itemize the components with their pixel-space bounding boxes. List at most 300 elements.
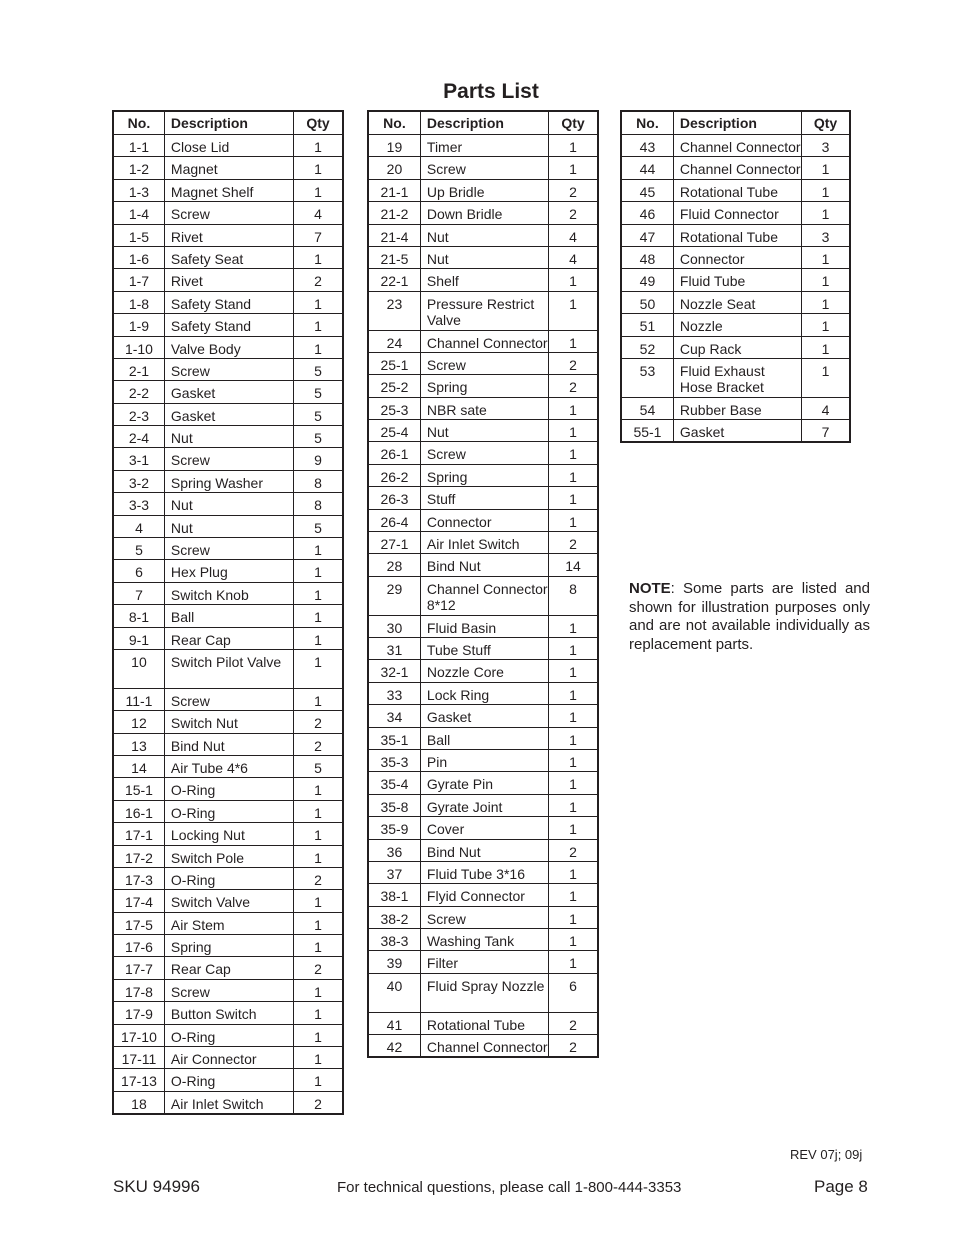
part-number-cell: 50 xyxy=(621,291,673,313)
part-qty-cell: 2 xyxy=(548,1035,598,1057)
table-row xyxy=(113,381,343,403)
part-number-cell: 1-3 xyxy=(113,179,164,201)
table-row xyxy=(113,202,343,224)
table-row xyxy=(113,823,343,845)
part-description-cell: Air Inlet Switch xyxy=(164,1091,293,1113)
part-qty-cell: 1 xyxy=(801,179,850,201)
part-description-cell: Screw xyxy=(420,906,548,928)
part-description-cell: Screw xyxy=(164,448,293,470)
part-number-cell: 41 xyxy=(368,1012,420,1034)
part-qty-cell: 5 xyxy=(293,755,343,777)
part-number-cell: 13 xyxy=(113,733,164,755)
table-row xyxy=(368,772,598,794)
table-row xyxy=(113,179,343,201)
part-qty-cell: 1 xyxy=(801,291,850,313)
table-row xyxy=(368,973,598,1012)
table-row xyxy=(368,576,598,615)
part-qty-cell: 1 xyxy=(548,442,598,464)
part-description-cell: Screw xyxy=(164,538,293,560)
part-description-cell: Lock Ring xyxy=(420,682,548,704)
part-qty-cell: 1 xyxy=(293,979,343,1001)
part-description-cell: Channel Connector xyxy=(420,1035,548,1057)
part-qty-cell: 1 xyxy=(548,487,598,509)
table-row xyxy=(368,487,598,509)
part-qty-cell: 1 xyxy=(293,778,343,800)
part-description-cell: Timer xyxy=(420,135,548,157)
part-qty-cell: 1 xyxy=(548,291,598,330)
part-qty-cell: 1 xyxy=(548,420,598,442)
part-number-cell: 47 xyxy=(621,224,673,246)
part-description-cell: Rear Cap xyxy=(164,627,293,649)
part-description-cell: Channel Connector xyxy=(673,135,801,157)
table-row xyxy=(621,202,850,224)
part-number-cell: 45 xyxy=(621,179,673,201)
table-row xyxy=(368,269,598,291)
part-description-cell: Connector xyxy=(420,509,548,531)
part-qty-cell: 1 xyxy=(548,817,598,839)
part-number-cell: 54 xyxy=(621,397,673,419)
part-description-cell: Screw xyxy=(164,688,293,710)
header-no: No. xyxy=(113,111,164,135)
part-description-cell: Safety Stand xyxy=(164,314,293,336)
table-row xyxy=(621,358,850,397)
part-description-cell: Fluid Tube xyxy=(673,269,801,291)
part-qty-cell: 1 xyxy=(548,615,598,637)
part-description-cell: Channel Connector xyxy=(420,330,548,352)
part-description-cell: Fluid Spray Nozzle xyxy=(420,973,548,1012)
part-description-cell: Valve Body xyxy=(164,336,293,358)
part-number-cell: 11-1 xyxy=(113,688,164,710)
part-number-cell: 35-8 xyxy=(368,794,420,816)
part-number-cell: 25-2 xyxy=(368,375,420,397)
part-description-cell: Magnet xyxy=(164,157,293,179)
part-qty-cell: 1 xyxy=(548,135,598,157)
part-qty-cell: 1 xyxy=(548,660,598,682)
part-description-cell: Safety Stand xyxy=(164,291,293,313)
part-number-cell: 42 xyxy=(368,1035,420,1057)
table-row xyxy=(368,727,598,749)
table-row xyxy=(368,157,598,179)
part-number-cell: 26-2 xyxy=(368,464,420,486)
table-row xyxy=(368,682,598,704)
table-row xyxy=(113,867,343,889)
table-row xyxy=(113,605,343,627)
table-row xyxy=(113,291,343,313)
part-description-cell: Air Connector xyxy=(164,1047,293,1069)
part-description-cell: Channel Connector 8*12 xyxy=(420,576,548,615)
table-row xyxy=(621,269,850,291)
part-description-cell: Rotational Tube xyxy=(420,1012,548,1034)
part-description-cell: O-Ring xyxy=(164,800,293,822)
part-qty-cell: 1 xyxy=(548,638,598,660)
part-number-cell: 17-11 xyxy=(113,1047,164,1069)
part-qty-cell: 1 xyxy=(548,464,598,486)
part-number-cell: 34 xyxy=(368,705,420,727)
table-row xyxy=(113,314,343,336)
table-row xyxy=(113,800,343,822)
part-description-cell: Gasket xyxy=(420,705,548,727)
table-row xyxy=(113,627,343,649)
table-row xyxy=(113,957,343,979)
table-row xyxy=(368,660,598,682)
part-description-cell: Ball xyxy=(164,605,293,627)
part-number-cell: 17-13 xyxy=(113,1069,164,1091)
part-number-cell: 17-3 xyxy=(113,867,164,889)
part-description-cell: Screw xyxy=(164,358,293,380)
part-qty-cell: 4 xyxy=(293,202,343,224)
part-description-cell: Screw xyxy=(164,202,293,224)
part-qty-cell: 1 xyxy=(293,157,343,179)
part-qty-cell: 1 xyxy=(293,246,343,268)
part-description-cell: Fluid Tube 3*16 xyxy=(420,861,548,883)
part-number-cell: 36 xyxy=(368,839,420,861)
table-row xyxy=(368,135,598,157)
part-qty-cell: 1 xyxy=(548,794,598,816)
part-number-cell: 3-1 xyxy=(113,448,164,470)
table-row xyxy=(621,397,850,419)
table-row xyxy=(368,509,598,531)
table-row xyxy=(113,157,343,179)
part-number-cell: 51 xyxy=(621,314,673,336)
part-description-cell: Pin xyxy=(420,749,548,771)
part-qty-cell: 1 xyxy=(293,1002,343,1024)
part-qty-cell: 1 xyxy=(293,935,343,957)
part-number-cell: 1-10 xyxy=(113,336,164,358)
table-row xyxy=(368,794,598,816)
part-description-cell: Air Tube 4*6 xyxy=(164,755,293,777)
part-qty-cell: 1 xyxy=(548,269,598,291)
part-description-cell: Up Bridle xyxy=(420,179,548,201)
part-description-cell: NBR sate xyxy=(420,397,548,419)
part-description-cell: Filter xyxy=(420,951,548,973)
part-number-cell: 8-1 xyxy=(113,605,164,627)
part-qty-cell: 7 xyxy=(801,420,850,442)
table-row xyxy=(368,817,598,839)
part-number-cell: 48 xyxy=(621,246,673,268)
part-qty-cell: 1 xyxy=(293,179,343,201)
part-qty-cell: 8 xyxy=(293,493,343,515)
part-number-cell: 52 xyxy=(621,336,673,358)
header-description: Description xyxy=(673,111,801,135)
part-qty-cell: 1 xyxy=(293,1047,343,1069)
part-qty-cell: 1 xyxy=(293,627,343,649)
table-row xyxy=(113,582,343,604)
part-number-cell: 21-1 xyxy=(368,179,420,201)
part-description-cell: Screw xyxy=(420,442,548,464)
header-qty: Qty xyxy=(801,111,850,135)
part-description-cell: Nut xyxy=(420,246,548,268)
part-number-cell: 1-8 xyxy=(113,291,164,313)
table-row xyxy=(621,224,850,246)
technical-support-text: For technical questions, please call 1-800-444-3353 xyxy=(337,1179,682,1196)
part-description-cell: O-Ring xyxy=(164,1069,293,1091)
part-qty-cell: 1 xyxy=(548,330,598,352)
part-qty-cell: 2 xyxy=(293,711,343,733)
table-row xyxy=(621,135,850,157)
table-row xyxy=(368,442,598,464)
part-description-cell: Rotational Tube xyxy=(673,224,801,246)
part-number-cell: 31 xyxy=(368,638,420,660)
part-qty-cell: 2 xyxy=(548,532,598,554)
part-number-cell: 17-7 xyxy=(113,957,164,979)
table-row xyxy=(368,929,598,951)
parts-table-2 xyxy=(367,110,599,1058)
part-description-cell: Nut xyxy=(164,515,293,537)
part-number-cell: 43 xyxy=(621,135,673,157)
part-description-cell: Nozzle Seat xyxy=(673,291,801,313)
page-title: Parts List xyxy=(443,80,539,103)
part-number-cell: 12 xyxy=(113,711,164,733)
part-description-cell: Magnet Shelf xyxy=(164,179,293,201)
part-qty-cell: 1 xyxy=(293,336,343,358)
part-number-cell: 15-1 xyxy=(113,778,164,800)
part-qty-cell: 1 xyxy=(548,397,598,419)
part-number-cell: 20 xyxy=(368,157,420,179)
part-description-cell: Air Stem xyxy=(164,912,293,934)
part-description-cell: Pressure Restrict Valve xyxy=(420,291,548,330)
table-row xyxy=(368,951,598,973)
part-qty-cell: 3 xyxy=(801,135,850,157)
part-number-cell: 46 xyxy=(621,202,673,224)
table-row xyxy=(368,554,598,576)
part-description-cell: Gasket xyxy=(164,381,293,403)
table-row xyxy=(113,1069,343,1091)
part-qty-cell: 1 xyxy=(293,890,343,912)
part-number-cell: 32-1 xyxy=(368,660,420,682)
part-description-cell: O-Ring xyxy=(164,867,293,889)
part-number-cell: 1-4 xyxy=(113,202,164,224)
part-number-cell: 39 xyxy=(368,951,420,973)
part-description-cell: Bind Nut xyxy=(420,839,548,861)
table-row xyxy=(368,705,598,727)
table-row xyxy=(113,246,343,268)
part-number-cell: 3-2 xyxy=(113,470,164,492)
table-row xyxy=(113,1091,343,1113)
part-qty-cell: 6 xyxy=(548,973,598,1012)
table-row xyxy=(113,649,343,688)
table-row xyxy=(113,1002,343,1024)
part-description-cell: Spring xyxy=(164,935,293,957)
part-description-cell: Close Lid xyxy=(164,135,293,157)
part-number-cell: 10 xyxy=(113,649,164,688)
part-qty-cell: 1 xyxy=(293,291,343,313)
table-row xyxy=(368,464,598,486)
part-qty-cell: 1 xyxy=(801,157,850,179)
part-description-cell: Cup Rack xyxy=(673,336,801,358)
part-description-cell: Nozzle xyxy=(673,314,801,336)
part-qty-cell: 1 xyxy=(293,800,343,822)
table-row xyxy=(113,912,343,934)
part-number-cell: 4 xyxy=(113,515,164,537)
part-qty-cell: 1 xyxy=(293,1069,343,1091)
table-row xyxy=(368,1012,598,1034)
part-number-cell: 21-5 xyxy=(368,246,420,268)
part-qty-cell: 1 xyxy=(548,929,598,951)
part-number-cell: 23 xyxy=(368,291,420,330)
part-qty-cell: 1 xyxy=(293,605,343,627)
table-row xyxy=(113,1024,343,1046)
part-qty-cell: 8 xyxy=(293,470,343,492)
table-row xyxy=(113,711,343,733)
table-row xyxy=(621,314,850,336)
part-qty-cell: 1 xyxy=(801,202,850,224)
header-no: No. xyxy=(621,111,673,135)
part-description-cell: Nut xyxy=(420,420,548,442)
part-qty-cell: 1 xyxy=(293,688,343,710)
part-number-cell: 33 xyxy=(368,682,420,704)
part-description-cell: Flyid Connector xyxy=(420,884,548,906)
header-qty: Qty xyxy=(548,111,598,135)
part-qty-cell: 2 xyxy=(548,202,598,224)
part-qty-cell: 5 xyxy=(293,358,343,380)
part-qty-cell: 1 xyxy=(548,727,598,749)
table-row xyxy=(621,336,850,358)
part-description-cell: Ball xyxy=(420,727,548,749)
part-number-cell: 27-1 xyxy=(368,532,420,554)
part-qty-cell: 2 xyxy=(548,179,598,201)
part-number-cell: 30 xyxy=(368,615,420,637)
note-label: NOTE xyxy=(629,580,671,597)
part-number-cell: 17-6 xyxy=(113,935,164,957)
part-description-cell: Switch Knob xyxy=(164,582,293,604)
part-number-cell: 35-1 xyxy=(368,727,420,749)
part-description-cell: Rotational Tube xyxy=(673,179,801,201)
table-row xyxy=(113,560,343,582)
part-number-cell: 38-3 xyxy=(368,929,420,951)
part-qty-cell: 5 xyxy=(293,381,343,403)
table-row xyxy=(368,179,598,201)
part-description-cell: Fluid Exhaust Hose Bracket xyxy=(673,358,801,397)
part-qty-cell: 2 xyxy=(548,375,598,397)
part-description-cell: Switch Nut xyxy=(164,711,293,733)
parts-table-1 xyxy=(112,110,344,1115)
part-number-cell: 19 xyxy=(368,135,420,157)
part-number-cell: 25-3 xyxy=(368,397,420,419)
part-number-cell: 17-10 xyxy=(113,1024,164,1046)
part-number-cell: 2-4 xyxy=(113,426,164,448)
part-description-cell: Rear Cap xyxy=(164,957,293,979)
table-row xyxy=(113,448,343,470)
part-number-cell: 18 xyxy=(113,1091,164,1113)
part-number-cell: 35-3 xyxy=(368,749,420,771)
part-number-cell: 14 xyxy=(113,755,164,777)
part-qty-cell: 2 xyxy=(548,839,598,861)
part-qty-cell: 1 xyxy=(548,951,598,973)
part-description-cell: Nut xyxy=(164,426,293,448)
part-qty-cell: 8 xyxy=(548,576,598,615)
table-row xyxy=(113,935,343,957)
part-number-cell: 55-1 xyxy=(621,420,673,442)
part-qty-cell: 1 xyxy=(548,749,598,771)
table-row xyxy=(368,330,598,352)
part-number-cell: 49 xyxy=(621,269,673,291)
part-number-cell: 1-7 xyxy=(113,269,164,291)
table-row xyxy=(368,224,598,246)
part-qty-cell: 4 xyxy=(548,246,598,268)
part-number-cell: 25-1 xyxy=(368,352,420,374)
table-row xyxy=(113,755,343,777)
table-row xyxy=(113,135,343,157)
table-row xyxy=(113,403,343,425)
table-row xyxy=(113,778,343,800)
part-number-cell: 1-5 xyxy=(113,224,164,246)
part-number-cell: 38-2 xyxy=(368,906,420,928)
part-qty-cell: 7 xyxy=(293,224,343,246)
part-qty-cell: 1 xyxy=(548,157,598,179)
table-header-row xyxy=(368,111,598,135)
part-description-cell: Stuff xyxy=(420,487,548,509)
table-row xyxy=(368,615,598,637)
part-qty-cell: 1 xyxy=(801,314,850,336)
part-number-cell: 17-4 xyxy=(113,890,164,912)
part-number-cell: 1-6 xyxy=(113,246,164,268)
part-qty-cell: 2 xyxy=(548,352,598,374)
part-description-cell: Down Bridle xyxy=(420,202,548,224)
part-qty-cell: 4 xyxy=(548,224,598,246)
part-description-cell: Nut xyxy=(420,224,548,246)
parts-table-3 xyxy=(620,110,851,443)
part-description-cell: Gyrate Joint xyxy=(420,794,548,816)
part-number-cell: 7 xyxy=(113,582,164,604)
part-number-cell: 29 xyxy=(368,576,420,615)
table-row xyxy=(113,538,343,560)
part-qty-cell: 2 xyxy=(548,1012,598,1034)
table-row xyxy=(368,352,598,374)
table-row xyxy=(368,291,598,330)
table-row xyxy=(113,890,343,912)
table-row xyxy=(113,493,343,515)
part-qty-cell: 2 xyxy=(293,867,343,889)
part-number-cell: 17-1 xyxy=(113,823,164,845)
part-qty-cell: 1 xyxy=(293,823,343,845)
part-qty-cell: 1 xyxy=(293,560,343,582)
table-row xyxy=(368,420,598,442)
part-description-cell: Rubber Base xyxy=(673,397,801,419)
table-row xyxy=(368,839,598,861)
part-qty-cell: 1 xyxy=(548,509,598,531)
header-qty: Qty xyxy=(293,111,343,135)
part-number-cell: 21-4 xyxy=(368,224,420,246)
part-number-cell: 9-1 xyxy=(113,627,164,649)
table-row xyxy=(621,420,850,442)
part-number-cell: 26-4 xyxy=(368,509,420,531)
part-description-cell: Switch Valve xyxy=(164,890,293,912)
part-qty-cell: 1 xyxy=(293,912,343,934)
part-number-cell: 6 xyxy=(113,560,164,582)
table-row xyxy=(113,1047,343,1069)
table-row xyxy=(368,532,598,554)
part-description-cell: Bind Nut xyxy=(420,554,548,576)
part-description-cell: Gyrate Pin xyxy=(420,772,548,794)
note-paragraph xyxy=(629,580,870,654)
part-number-cell: 1-9 xyxy=(113,314,164,336)
part-description-cell: Rivet xyxy=(164,269,293,291)
table-row xyxy=(621,179,850,201)
table-row xyxy=(113,470,343,492)
part-qty-cell: 2 xyxy=(293,269,343,291)
part-number-cell: 22-1 xyxy=(368,269,420,291)
part-qty-cell: 1 xyxy=(548,772,598,794)
part-qty-cell: 1 xyxy=(293,538,343,560)
part-description-cell: Connector xyxy=(673,246,801,268)
part-qty-cell: 4 xyxy=(801,397,850,419)
page-number: Page 8 xyxy=(814,1177,868,1196)
table-row xyxy=(368,375,598,397)
part-number-cell: 38-1 xyxy=(368,884,420,906)
part-number-cell: 37 xyxy=(368,861,420,883)
part-number-cell: 2-2 xyxy=(113,381,164,403)
part-description-cell: Nut xyxy=(164,493,293,515)
